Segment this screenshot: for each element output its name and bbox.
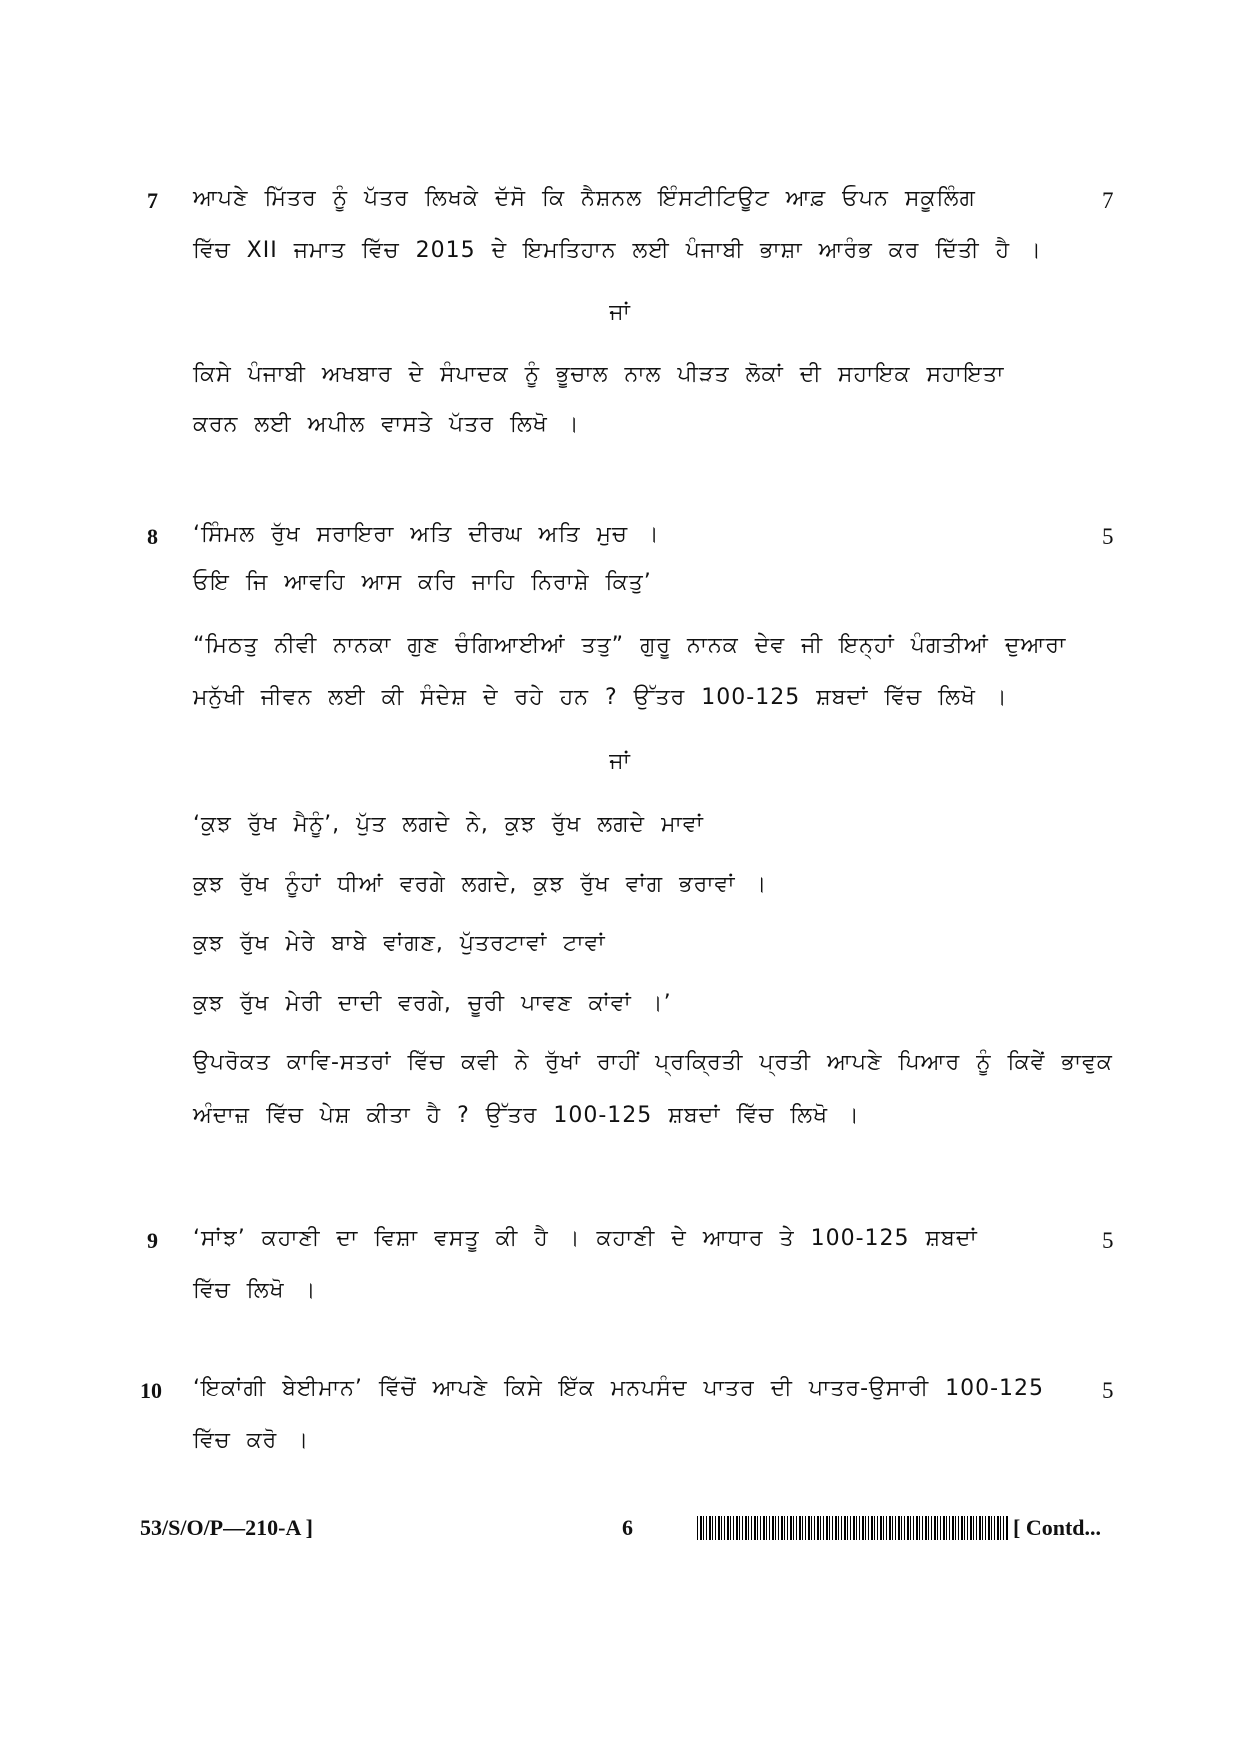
poem-line: ‘ਕੁਝ ਰੁੱਖ ਮੈਨੂੰ’, ਪੁੱਤ ਲਗਦੇ ਨੇ, ਕੁਝ ਰੁੱਖ ਲਗਦੇ ਮਾਵਾਂ bbox=[193, 812, 704, 837]
question-text-line: ਵਿੱਚ ਕਰੋ । bbox=[193, 1428, 310, 1453]
question-marks: 5 bbox=[1102, 524, 1114, 549]
question-text-line: ‘ਇਕਾਂਗੀ ਬੇਈਮਾਨ’ ਵਿੱਚੋਂ ਆਪਣੇ ਕਿਸੇ ਇੱਕ ਮਨਪਸੰਦ ਪਾਤਰ ਦੀ ਪਾਤਰ-ਉਸਾਰੀ 100-125 bbox=[193, 1376, 1045, 1401]
question-text-line: ਕਿਸੇ ਪੰਜਾਬੀ ਅਖਬਾਰ ਦੇ ਸੰਪਾਦਕ ਨੂੰ ਭੂਚਾਲ ਨਾਲ ਪੀੜਤ ਲੋਕਾਂ ਦੀ ਸਹਾਇਕ ਸਹਾਇਤਾ bbox=[193, 362, 1005, 387]
question-text-line: ਉਪਰੋਕਤ ਕਾਵਿ-ਸਤਰਾਂ ਵਿੱਚ ਕਵੀ ਨੇ ਰੁੱਖਾਂ ਰਾਹੀਂ ਪ੍ਰਕ੍ਰਿਤੀ ਪ੍ਰਤੀ ਆਪਣੇ ਪਿਆਰ ਨੂੰ ਕਿਵੇਂ ਭਾਵੁਕ bbox=[193, 1050, 1113, 1075]
question-text-line: ਵਿੱਚ ਲਿਖੋ । bbox=[193, 1278, 317, 1303]
question-text-line: ‘ਸਾਂਝ’ ਕਹਾਣੀ ਦਾ ਵਿਸ਼ਾ ਵਸਤੂ ਕੀ ਹੈ । ਕਹਾਣੀ ਦੇ ਆਧਾਰ ਤੇ 100-125 ਸ਼ਬਦਾਂ bbox=[193, 1226, 978, 1251]
question-number: 9 bbox=[147, 1228, 158, 1253]
poem-line: ਕੁਝ ਰੁੱਖ ਮੇਰੇ ਬਾਬੇ ਵਾਂਗਣ, ਪੁੱਤਰਟਾਵਾਂ ਟਾਵਾਂ bbox=[193, 931, 606, 956]
page-number: 6 bbox=[622, 1515, 633, 1540]
or-separator: ਜਾਂ bbox=[609, 749, 631, 774]
question-text-line: ਵਿੱਚ XII ਜਮਾਤ ਵਿੱਚ 2015 ਦੇ ਇਮਤਿਹਾਨ ਲਈ ਪੰਜਾਬੀ ਭਾਸ਼ਾ ਆਰੰਭ ਕਰ ਦਿੱਤੀ ਹੈ । bbox=[193, 238, 1042, 263]
question-marks: 7 bbox=[1102, 188, 1114, 213]
poem-line: ਕੁਝ ਰੁੱਖ ਮੇਰੀ ਦਾਦੀ ਵਰਗੇ, ਚੂਰੀ ਪਾਵਣ ਕਾਂਵਾਂ ।’ bbox=[193, 991, 672, 1016]
question-number: 8 bbox=[147, 524, 158, 549]
poem-line: ਕੁਝ ਰੁੱਖ ਨੂੰਹਾਂ ਧੀਆਂ ਵਰਗੇ ਲਗਦੇ, ਕੁਝ ਰੁੱਖ ਵਾਂਗ ਭਰਾਵਾਂ । bbox=[193, 872, 768, 897]
continued-label: [ Contd... bbox=[1013, 1515, 1102, 1540]
verse-line: ‘ਸਿੰਮਲ ਰੁੱਖ ਸਰਾਇਰਾ ਅਤਿ ਦੀਰਘ ਅਤਿ ਮੁਚ । bbox=[193, 522, 660, 547]
paper-code: 53/S/O/P—210-A ] bbox=[140, 1515, 313, 1540]
verse-line: ਓਇ ਜਿ ਆਵਹਿ ਆਸ ਕਰਿ ਜਾਹਿ ਨਿਰਾਸ਼ੇ ਕਿਤੁ’ bbox=[193, 570, 652, 595]
question-number: 7 bbox=[147, 188, 158, 213]
question-marks: 5 bbox=[1102, 1378, 1114, 1403]
question-text-line: ਆਪਣੇ ਮਿੱਤਰ ਨੂੰ ਪੱਤਰ ਲਿਖਕੇ ਦੱਸੋ ਕਿ ਨੈਸ਼ਨਲ ਇੰਸਟੀਟਿਊਟ ਆਫ਼ ਓਪਨ ਸਕੂਲਿੰਗ bbox=[193, 186, 976, 211]
barcode-icon bbox=[697, 1516, 1009, 1540]
question-text-line: ਮਨੁੱਖੀ ਜੀਵਨ ਲਈ ਕੀ ਸੰਦੇਸ਼ ਦੇ ਰਹੇ ਹਨ ? ਉੱਤਰ 100-125 ਸ਼ਬਦਾਂ ਵਿੱਚ ਲਿਖੋ । bbox=[193, 685, 1008, 710]
or-separator: ਜਾਂ bbox=[609, 300, 631, 325]
question-text-line: ਅੰਦਾਜ਼ ਵਿੱਚ ਪੇਸ਼ ਕੀਤਾ ਹੈ ? ਉੱਤਰ 100-125 ਸ਼ਬਦਾਂ ਵਿੱਚ ਲਿਖੋ । bbox=[193, 1103, 860, 1128]
question-text-line: “ਮਿਠਤੁ ਨੀਵੀ ਨਾਨਕਾ ਗੁਣ ਚੰਗਿਆਈਆਂ ਤਤੁ” ਗੁਰੂ ਨਾਨਕ ਦੇਵ ਜੀ ਇਨ੍ਹਾਂ ਪੰਗਤੀਆਂ ਦੁਆਰਾ bbox=[193, 633, 1067, 658]
question-number: 10 bbox=[140, 1378, 162, 1403]
question-text-line: ਕਰਨ ਲਈ ਅਪੀਲ ਵਾਸਤੇ ਪੱਤਰ ਲਿਖੋ । bbox=[193, 412, 580, 437]
question-marks: 5 bbox=[1102, 1228, 1114, 1253]
